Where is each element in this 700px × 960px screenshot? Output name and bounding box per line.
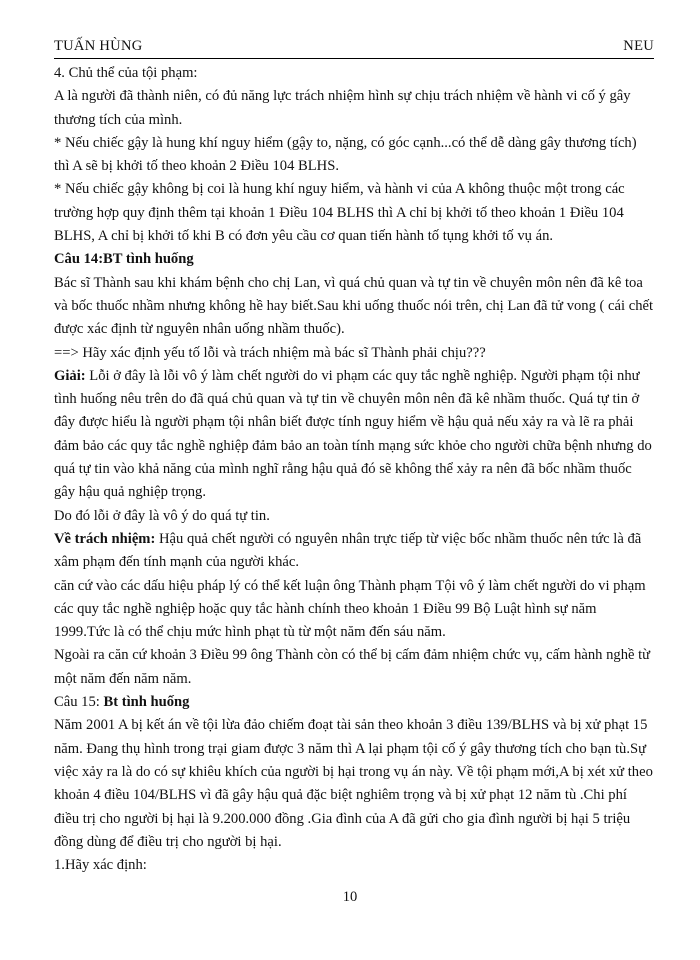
paragraph: Năm 2001 A bị kết án về tội lừa đảo chiếm đoạt tài sản theo khoản 3 điều 139/BLHS và bị xử phạt 15 năm. Đang thụ hình trong trại giam được 3 năm thì A lại phạm tội cố ý gây thương tích cho bạn tù.Sự việc xảy ra là do có sự khiêu khích của người bị hại trong vụ án này. Về tội phạm mới,A bị xét xử theo khoản 4 điều 104/BLHS vì đã gây hậu quả đặc biệt nghiêm trọng và bị xử phạt 12 năm tù .Chi phí điều trị cho người bị hại là 9.200.000 đồng .Gia đình của A đã gửi cho gia đình người bị hại 5 triệu đồng dùng để điều trị cho người bị hại. xyxy=(54,717,653,850)
paragraph: * Nếu chiếc gậy là hung khí nguy hiểm (gậy to, nặng, có góc cạnh...có thể dễ dàng gây thương tích) thì A sẽ bị khởi tố theo khoản 2 Điều 104 BLHS. xyxy=(54,134,637,175)
paragraph: A là người đã thành niên, có đủ năng lực trách nhiệm hình sự chịu trách nhiệm về hành vi cố ý gây thương tích của mình. xyxy=(54,88,631,128)
header-author: TUẤN HÙNG xyxy=(54,38,143,54)
page-number: 10 xyxy=(342,889,358,905)
document-page xyxy=(54,38,654,877)
inline-label: Giải: xyxy=(54,367,86,384)
running-header xyxy=(54,38,654,59)
paragraph: Ngoài ra căn cứ khoản 3 Điều 99 ông Thành còn có thể bị cấm đảm nhiệm chức vụ, cấm hành nghề từ một năm đến năm năm. xyxy=(54,647,651,687)
paragraph: căn cứ vào các dấu hiệu pháp lý có thể kết luận ông Thành phạm Tội vô ý làm chết người do vi phạm các quy tắc nghề nghiệp hoặc quy tắc hành chính theo khoản 1 Điều 99 Bộ Luật hình sự năm 1999.Tức là có thể chịu mức hình phạt tù từ một năm đến sáu năm. xyxy=(54,577,646,641)
question-heading: Câu 15: Bt tình huống xyxy=(54,694,190,711)
paragraph: * Nếu chiếc gậy không bị coi là hung khí nguy hiểm, và hành vi của A không thuộc một trong các trường hợp quy định thêm tại khoản 1 Điều 104 BLHS thì A chỉ bị khởi tố theo khoản 1 Điều 104 BLHS, A chỉ bị khởi tố khi B có đơn yêu cầu cơ quan tiến hành tố tụng khởi tố vụ án. xyxy=(54,181,625,245)
inline-label: Bt tình huống xyxy=(103,694,190,711)
header-school: NEU xyxy=(623,38,654,54)
inline-label: Về trách nhiệm: xyxy=(54,530,156,547)
paragraph: 1.Hãy xác định: xyxy=(54,857,147,874)
question-heading: Câu 14:BT tình huống xyxy=(54,251,194,268)
paragraph: Giải: Lỗi ở đây là lỗi vô ý làm chết người do vi phạm các quy tắc nghề nghiệp. Người phạm tội như tình huống nêu trên do đã quá chủ quan và tự tin về chuyên môn nên đã kê nhầm thuốc. Quá tự tin ở đây được hiểu là người phạm tội nhân biết được tính nguy hiểm về hậu quả nếu xảy ra và lẽ ra phải đảm bảo các quy tắc nghề nghiệp đảm bảo an toàn tính mạng sức khỏe cho người chữa bệnh nhưng do quá tự tin vào khả năng của mình nghĩ rằng hậu quả đó sẽ không thể xảy ra nên đã bốc nhầm thuốc gây hậu quả nghiệp trọng. xyxy=(54,367,652,501)
document-body xyxy=(54,62,654,877)
paragraph: Do đó lỗi ở đây là vô ý do quá tự tin. xyxy=(54,507,270,524)
paragraph: Bác sĩ Thành sau khi khám bệnh cho chị Lan, vì quá chủ quan và tự tin về chuyên môn nên đã kê toa và bốc thuốc nhầm nhưng không hề hay biết.Sau khi uống thuốc nói trên, chị Lan đã tử vong ( cái chết được xác định từ nguyên nhân uống nhầm thuốc). xyxy=(54,274,654,338)
section-heading: 4. Chủ thể của tội phạm: xyxy=(54,65,198,81)
paragraph: ==> Hãy xác định yếu tố lỗi và trách nhiệm mà bác sĩ Thành phải chịu??? xyxy=(54,344,486,361)
paragraph: Về trách nhiệm: Hậu quả chết người có nguyên nhân trực tiếp từ việc bốc nhầm thuốc nên tức là đã xâm phạm đến tính mạnh của người khác. xyxy=(54,530,642,571)
